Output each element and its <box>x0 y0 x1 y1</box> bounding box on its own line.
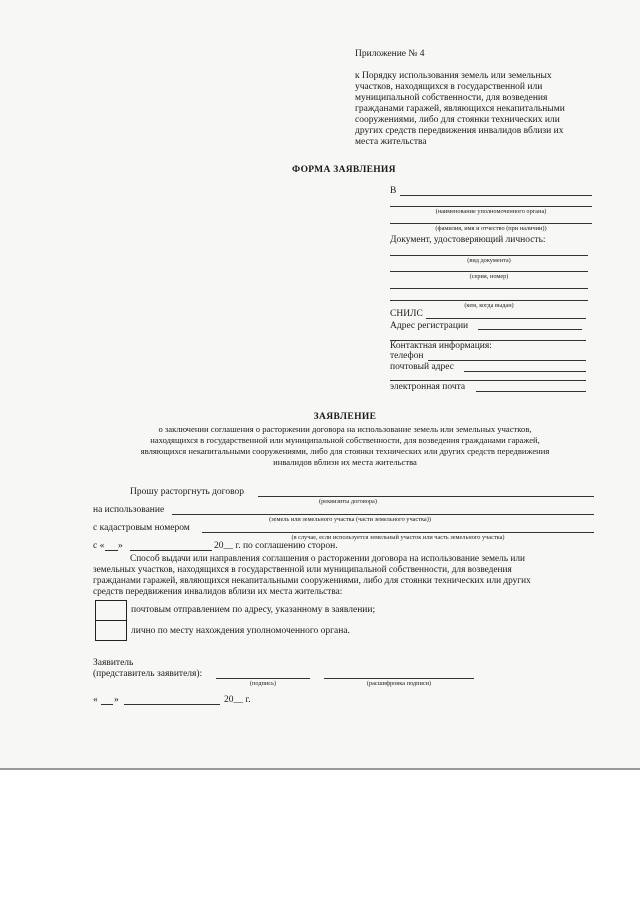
sign-day-line[interactable] <box>101 704 113 705</box>
date-close: » <box>118 541 123 551</box>
statement-subtitle-line: инвалидов вблизи их места жительства <box>273 457 417 467</box>
option-mail-label: почтовым отправлением по адресу, указанному в заявлении; <box>131 605 376 615</box>
appendix-line: гражданами гаражей, являющихся некапитальными <box>355 104 565 114</box>
caption-contract: (реквизиты договора) <box>319 498 377 505</box>
appendix-line: сооружениями, либо для стоянки технических или <box>355 115 560 125</box>
appendix-number: Приложение № 4 <box>355 49 425 59</box>
issued-line-2[interactable] <box>390 300 588 301</box>
for-use-label: на использование <box>93 505 165 515</box>
phone-line[interactable] <box>428 360 586 361</box>
postal-line-2[interactable] <box>390 380 586 381</box>
caption-issued: (кем, когда выдан) <box>464 302 514 309</box>
caption-cadastral: (в случае, если используется земельный участок или часть земельного участка) <box>291 534 505 541</box>
caption-land: (земель или земельного участка (части земельного участка)) <box>269 516 431 523</box>
representative-label: (представитель заявителя): <box>93 669 203 679</box>
caption-series: (серия, номер) <box>469 273 509 280</box>
agreement-year: 20__ г. по соглашению сторон. <box>214 541 338 551</box>
caption-signature-decode: (расшифровка подписи) <box>366 680 432 687</box>
address-line[interactable] <box>478 329 582 330</box>
snils-label: СНИЛС <box>390 309 423 319</box>
recipient-to-label: В <box>390 186 397 196</box>
page-bottom-edge <box>0 768 640 770</box>
sign-date-close: » <box>114 695 119 705</box>
address-label: Адрес регистрации <box>390 321 469 331</box>
checkbox-mail[interactable] <box>95 600 127 621</box>
form-title: ФОРМА ЗАЯВЛЕНИЯ <box>292 165 396 175</box>
appendix-line: участков, находящихся в государственной или <box>355 82 543 92</box>
snils-line[interactable] <box>426 318 586 319</box>
email-label: электронная почта <box>390 382 466 392</box>
statement-subtitle-line: являющихся некапитальными сооружениями, либо для стоянки технических или других средств передвижения <box>140 446 550 456</box>
signature-line[interactable] <box>216 678 310 679</box>
request-label: Прошу расторгнуть договор <box>130 487 245 497</box>
checkbox-in-person[interactable] <box>95 620 127 641</box>
appendix-line: муниципальной собственности, для возведения <box>355 93 548 103</box>
cadastral-label: с кадастровым номером <box>93 523 190 533</box>
postal-label: почтовый адрес <box>390 362 454 372</box>
date-day-line[interactable] <box>105 550 118 551</box>
method-line: гражданами гаражей, являющихся некапитальными сооружениями, либо для стоянки технических или других <box>93 576 531 586</box>
statement-subtitle-line: находящихся в государственной или муниципальной собственности, для возведения гражданами гаражей, <box>150 435 540 445</box>
issued-line[interactable] <box>390 288 588 289</box>
postal-line[interactable] <box>464 371 586 372</box>
cadastral-line[interactable] <box>202 532 594 533</box>
statement-subtitle-line: о заключении соглашения о расторжении договора на использование земель или земельных участков, <box>158 424 532 434</box>
sign-month-line[interactable] <box>124 704 220 705</box>
appendix-line: места жительства <box>355 137 427 147</box>
caption-signature: (подпись) <box>249 680 277 687</box>
caption-name: (фамилия, имя и отчество (при наличии)) <box>435 225 547 232</box>
appendix-line: к Порядку использования земель или земельных <box>355 71 552 81</box>
land-line[interactable] <box>172 514 594 515</box>
signature-decode-line[interactable] <box>324 678 474 679</box>
id-document-label: Документ, удостоверяющий личность: <box>390 235 546 245</box>
series-line[interactable] <box>390 271 588 272</box>
method-line: Способ выдачи или направления соглашения о расторжении договора на использование земель или <box>130 554 525 564</box>
sign-year: 20__ г. <box>224 695 251 705</box>
name-line[interactable] <box>390 223 592 224</box>
email-line[interactable] <box>476 391 586 392</box>
date-open: с « <box>93 541 105 551</box>
phone-label: телефон <box>390 351 424 361</box>
date-month-line[interactable] <box>130 550 212 551</box>
method-line: земельных участков, находящихся в государственной или муниципальной собственности, для возведения <box>93 565 512 575</box>
contact-label: Контактная информация: <box>390 341 492 351</box>
authority-line-2[interactable] <box>390 206 592 207</box>
caption-authority: (наименование уполномоченного органа) <box>435 208 547 215</box>
doc-type-line[interactable] <box>390 255 588 256</box>
option-in-person-label: лично по месту нахождения уполномоченного органа. <box>131 626 350 636</box>
caption-doc-type: (вид документа) <box>467 257 511 264</box>
method-line: средств передвижения инвалидов вблизи их места жительства: <box>93 587 343 597</box>
sign-date-open: « <box>93 695 98 705</box>
contract-line[interactable] <box>258 496 594 497</box>
statement-title: ЗАЯВЛЕНИЕ <box>313 412 377 422</box>
authority-line[interactable] <box>400 195 592 196</box>
appendix-line: других средств передвижения инвалидов вблизи их <box>355 126 564 136</box>
applicant-label: Заявитель <box>93 658 134 668</box>
